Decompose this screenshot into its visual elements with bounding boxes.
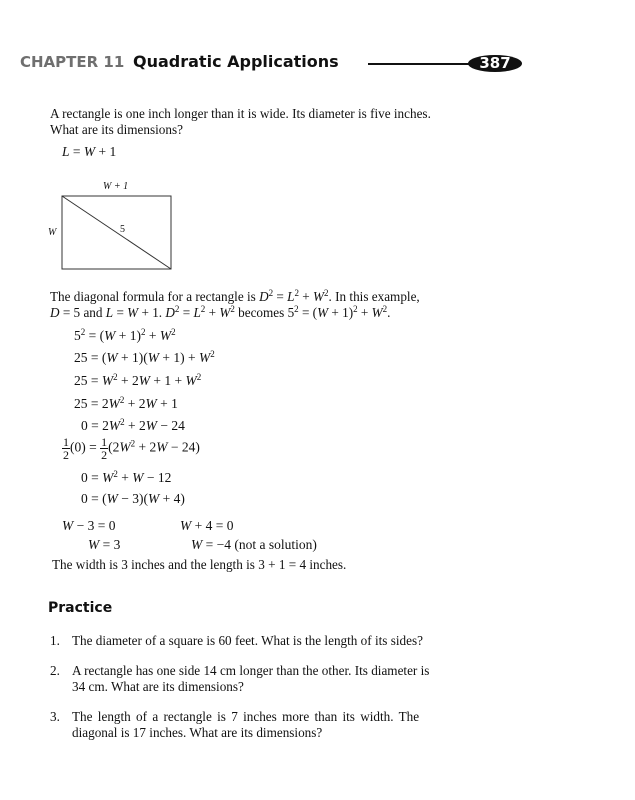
practice-item-1-number: 1. — [50, 633, 60, 648]
problem-line-2: What are its dimensions? — [50, 122, 183, 137]
rectangle-diagonal — [62, 196, 171, 269]
figure-top-label: W + 1 — [103, 181, 129, 192]
problem-line-1: A rectangle is one inch longer than it is wide. Its diameter is five inches. — [50, 106, 431, 121]
problem-setup: L = W + 1 — [62, 144, 117, 159]
figure-diagonal-label: 5 — [120, 224, 125, 235]
rectangle-figure — [40, 178, 190, 274]
practice-item-1-text: The diameter of a square is 60 feet. What is the length of its sides? — [72, 633, 423, 648]
chapter-label: CHAPTER 11 — [20, 53, 125, 71]
practice-item-3-line-2: diagonal is 17 inches. What are its dimensions? — [72, 725, 323, 740]
figure-side-label: W — [48, 227, 57, 238]
practice-item-2-number: 2. — [50, 663, 60, 678]
solution-a2: W = 3 — [88, 537, 121, 552]
practice-item-2-line-2: 34 cm. What are its dimensions? — [72, 679, 244, 694]
practice-item-2-line-1: A rectangle has one side 14 cm longer than the other. Its diameter is — [72, 663, 430, 678]
solution-a1: W − 3 = 0 — [62, 518, 116, 533]
explanation-line-1: The diagonal formula for a rectangle is $D^2 = L^2 + W^2$. In this example, — [50, 288, 420, 304]
step-4: $25 = 2W^2 + 2W + 1$ — [74, 395, 178, 411]
step-3: $25 = W^2 + 2W + 1 + W^2$ — [74, 372, 202, 388]
chapter-title: Quadratic Applications — [133, 52, 339, 71]
solution-b1: W + 4 = 0 — [180, 518, 234, 533]
step-5: $0 = 2W^2 + 2W - 24$ — [81, 417, 185, 433]
explanation-line-2: D = 5 and L = W + 1. $D^2 = L^2 + W^2$ becomes $5^2 = (W + 1)^2 + W^2$. — [50, 304, 391, 320]
page-number-badge: 387 — [468, 55, 522, 72]
step-8: 0 = (W − 3)(W + 4) — [81, 491, 185, 506]
step-1: $5^2 = (W + 1)^2 + W^2$ — [74, 327, 176, 343]
step-6: $\frac{1}{2}$ (0) = $\frac{1}{2}$ $(2W^2 + 2W - 24)$ — [63, 435, 200, 462]
step-2: $25 = (W + 1)(W + 1) + W^2$ — [74, 349, 215, 365]
conclusion: The width is 3 inches and the length is 3 + 1 = 4 inches. — [52, 557, 347, 572]
header-rule — [368, 63, 478, 65]
practice-item-3-line-1: The length of a rectangle is 7 inches more than its width. The — [72, 709, 420, 724]
practice-item-3-number: 3. — [50, 709, 60, 724]
step-7: $0 = W^2 + W - 12$ — [81, 469, 172, 485]
solution-b2: W = −4 (not a solution) — [191, 537, 317, 552]
practice-heading: Practice — [48, 600, 113, 616]
